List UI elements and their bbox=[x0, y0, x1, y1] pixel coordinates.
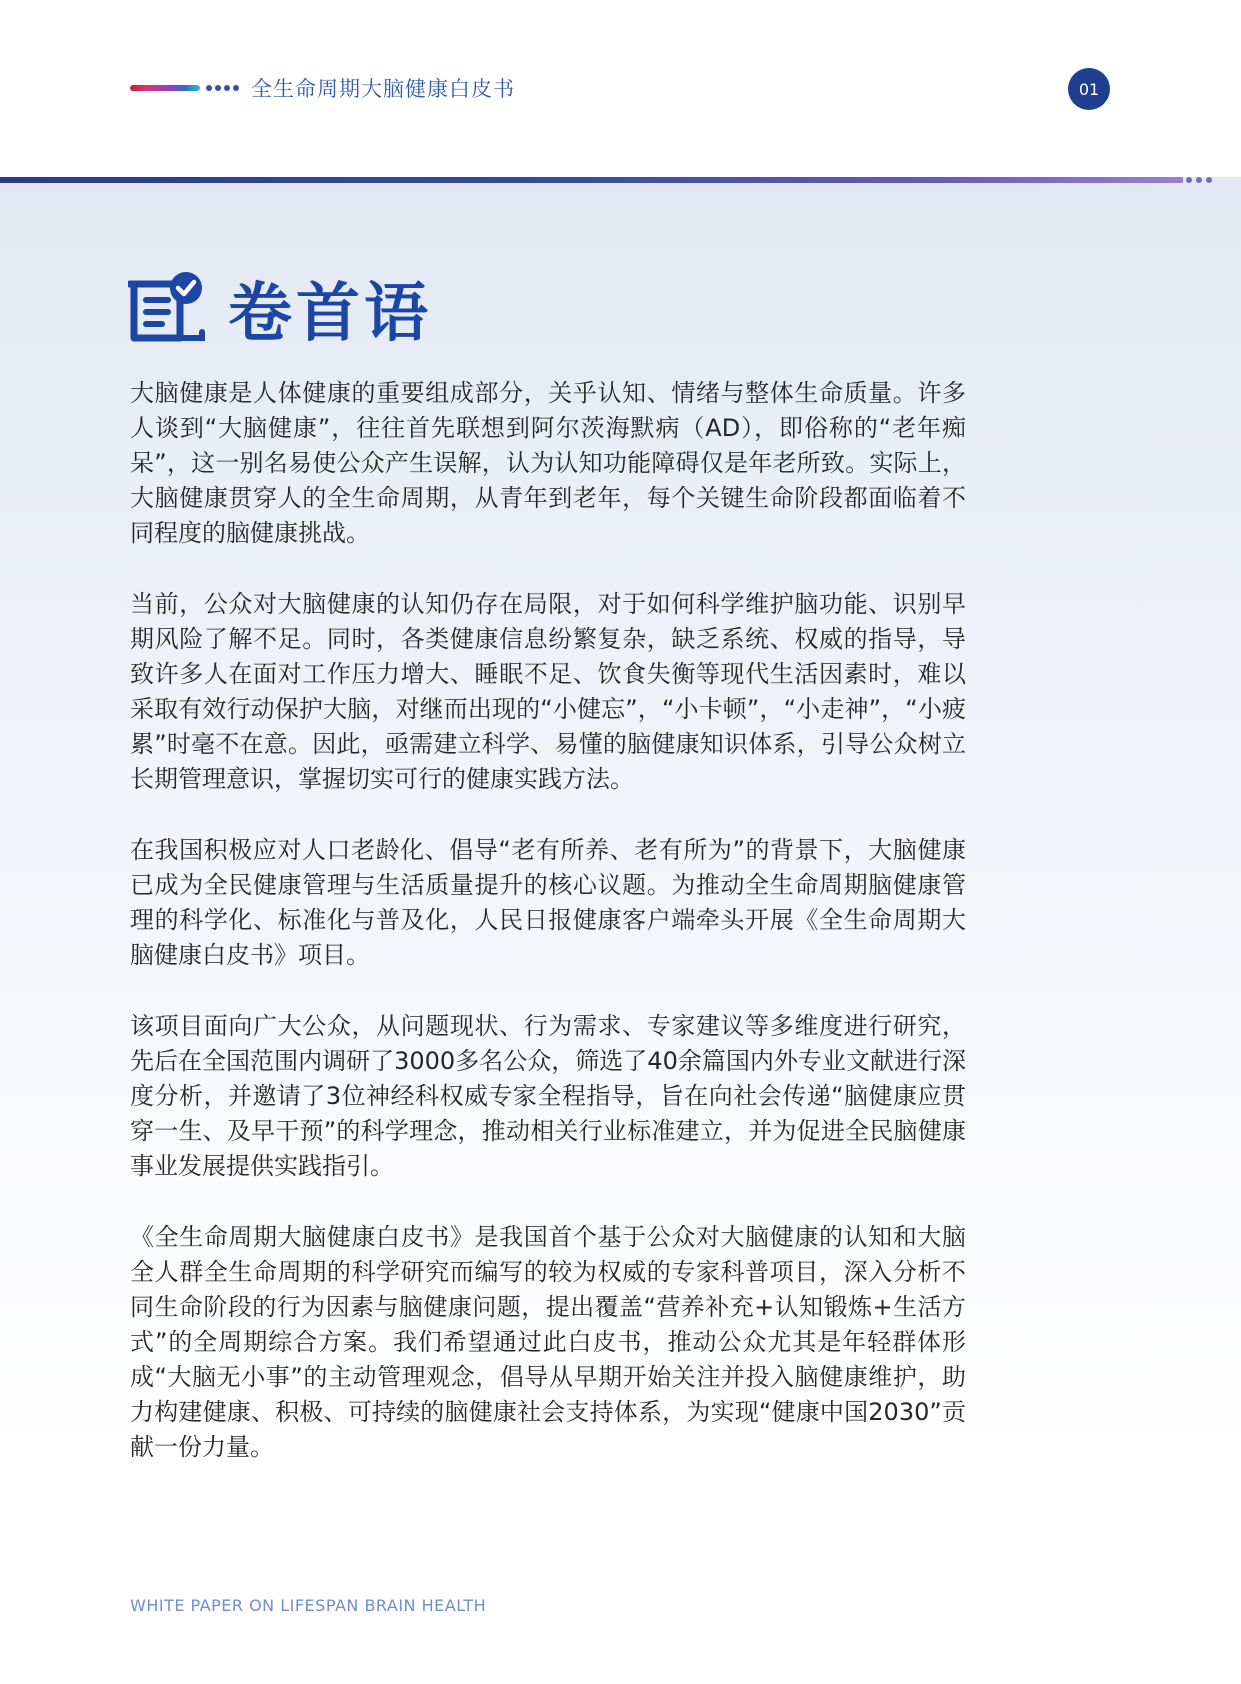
paragraph-3: 在我国积极应对人口老龄化、倡导“老有所养、老有所为”的背景下，大脑健康已成为全民健康管理与生活质量提升的核心议题。为推动全生命周期脑健康管理的科学化、标准化与普及化，人民日报健康客户端牵头开展《全生命周期大脑健康白皮书》项目。 bbox=[130, 836, 966, 969]
header-title: 全生命周期大脑健康白皮书 bbox=[251, 77, 515, 101]
page-number-badge: 01 bbox=[1068, 68, 1110, 110]
paragraph-4: 该项目面向广大公众，从问题现状、行为需求、专家建议等多维度进行研究，先后在全国范围内调研了3000多名公众，筛选了40余篇国内外专业文献进行深度分析，并邀请了3位神经科权威专家全程指导，旨在向社会传递“脑健康应贯穿一生、及早干预”的科学理念，推动相关行业标准建立，并为促进全民脑健康事业发展提供实践指引。 bbox=[130, 1012, 966, 1180]
paragraph-5: 《全生命周期大脑健康白皮书》是我国首个基于公众对大脑健康的认知和大脑全人群全生命周期的科学研究而编写的较为权威的专家科普项目，深入分析不同生命阶段的行为因素与脑健康问题，提出覆盖“营养补充+认知锻炼+生活方式”的全周期综合方案。我们希望通过此白皮书，推动公众尤其是年轻群体形成“大脑无小事”的主动管理观念，倡导从早期开始关注并投入脑健康维护，助力构建健康、积极、可持续的脑健康社会支持体系，为实现“健康中国2030”贡献一份力量。 bbox=[130, 1223, 966, 1461]
top-divider bbox=[0, 177, 1183, 183]
checklist-document-icon bbox=[128, 268, 208, 348]
section-heading bbox=[128, 262, 432, 354]
header-gradient-bar bbox=[130, 85, 200, 91]
paragraph-2: 当前，公众对大脑健康的认知仍存在局限，对于如何科学维护脑功能、识别早期风险了解不足。同时，各类健康信息纷繁复杂，缺乏系统、权威的指导，导致许多人在面对工作压力增大、睡眠不足、饮食失衡等现代生活因素时，难以采取有效行动保护大脑，对继而出现的“小健忘”，“小卡顿”，“小走神”，“小疲累”时毫不在意。因此，亟需建立科学、易懂的脑健康知识体系，引导公众树立长期管理意识，掌握切实可行的健康实践方法。 bbox=[130, 590, 966, 793]
paragraph-1: 大脑健康是人体健康的重要组成部分，关乎认知、情绪与整体生命质量。许多人谈到“大脑健康”，往往首先联想到阿尔茨海默病（AD），即俗称的“老年痴呆”，这一别名易使公众产生误解，认为认知功能障碍仅是年老所致。实际上，大脑健康贯穿人的全生命周期，从青年到老年，每个关键生命阶段都面临着不同程度的脑健康挑战。 bbox=[130, 379, 966, 547]
section-title: 卷首语 bbox=[228, 277, 432, 351]
header-bar bbox=[130, 68, 515, 108]
article-body bbox=[130, 376, 966, 1501]
header-dots bbox=[206, 85, 239, 91]
divider-dots bbox=[1186, 177, 1212, 183]
footer-text: WHITE PAPER ON LIFESPAN BRAIN HEALTH bbox=[130, 1596, 487, 1615]
